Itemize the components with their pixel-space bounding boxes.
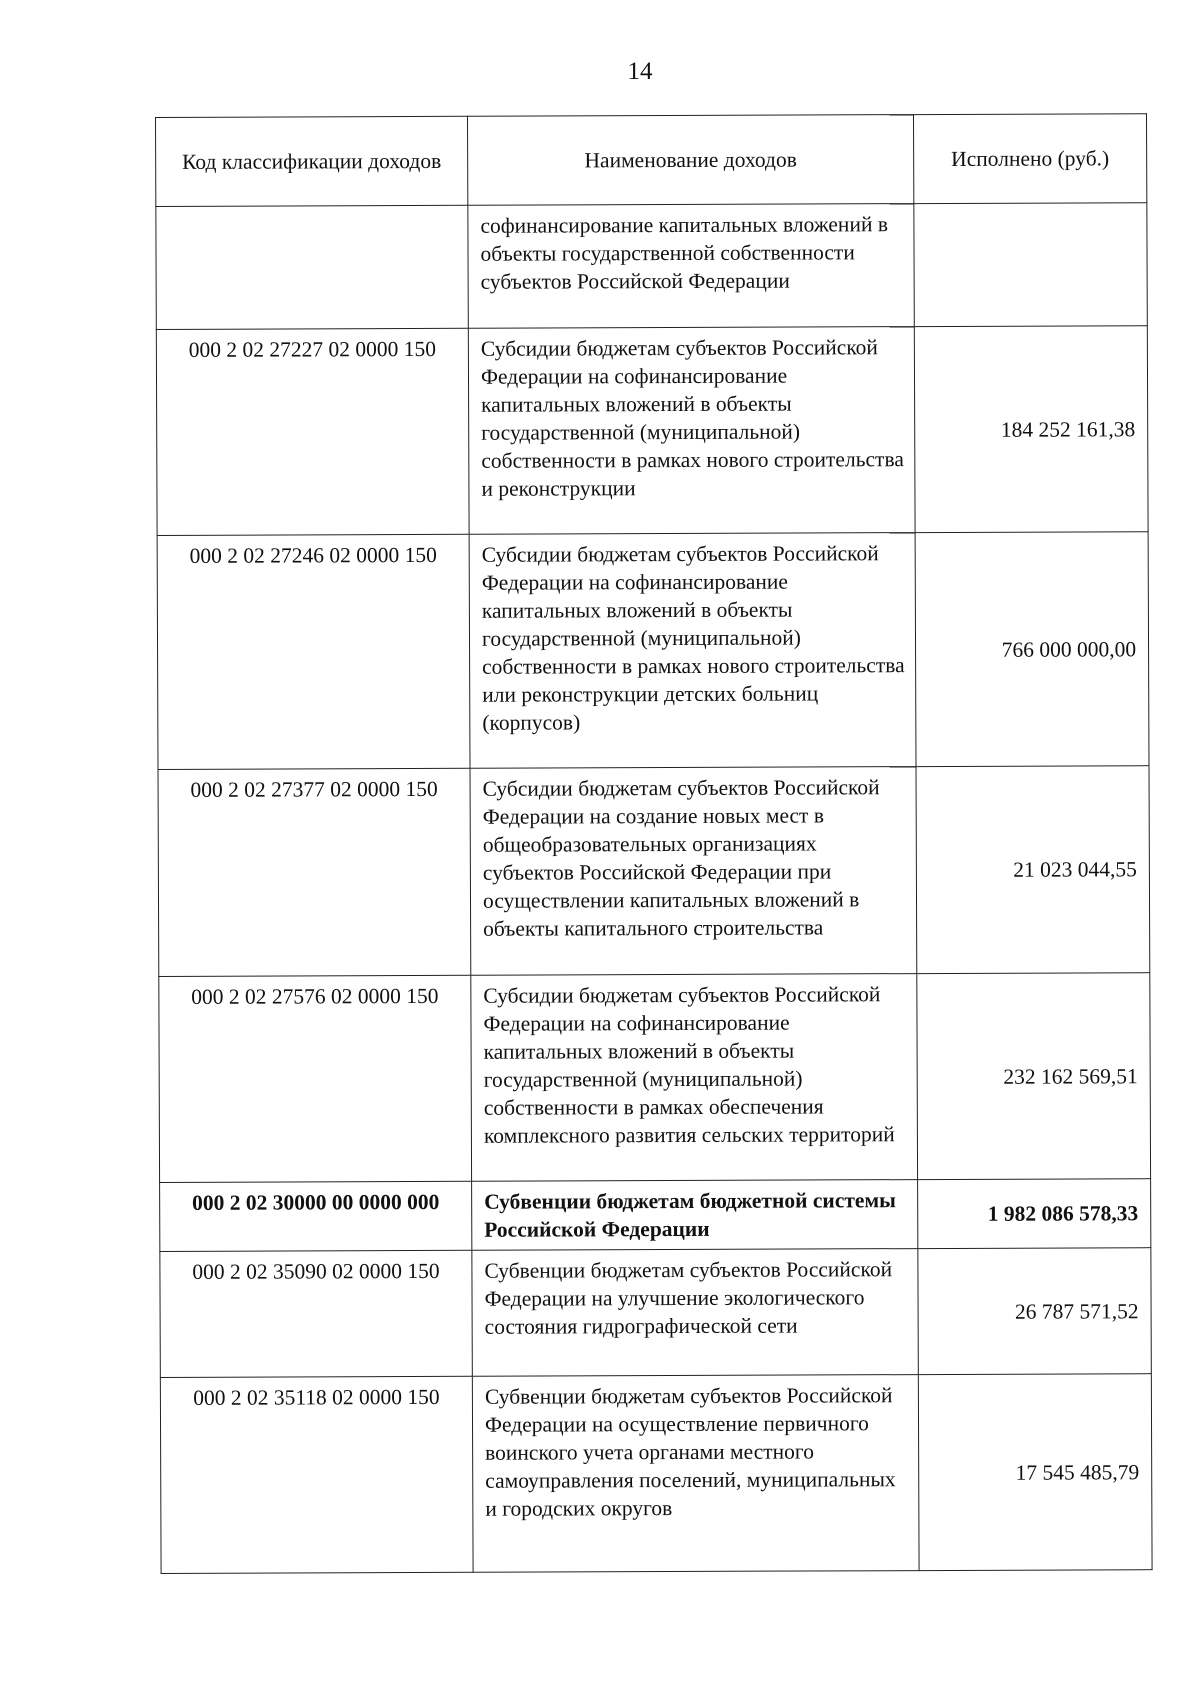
- row-amount: 766 000 000,00: [915, 532, 1149, 767]
- row-name: Субвенции бюджетам бюджетной системы Российской Федерации: [472, 1180, 918, 1251]
- row-amount: 1 982 086 578,33: [918, 1179, 1151, 1249]
- table-header-row: [156, 114, 1147, 207]
- revenue-table-container: [155, 113, 1153, 1574]
- row-name: Субвенции бюджетам субъектов Российской Федерации на осуществление первичного воинского учета органами местного самоуправления поселений, муниципальных и городских округов: [472, 1375, 919, 1573]
- table-row: [159, 973, 1151, 1183]
- row-code: 000 2 02 35118 02 0000 150: [160, 1376, 473, 1573]
- row-name: Субсидии бюджетам субъектов Российской Федерации на софинансирование капитальных вложений в объекты государственной (муниципальной) собственности в рамках нового строительства и реконструкции: [468, 327, 915, 535]
- table-row: [156, 326, 1148, 536]
- header-code: Код классификации доходов: [156, 116, 468, 206]
- table-row: [160, 1248, 1151, 1378]
- header-amount: Исполнено (руб.): [913, 114, 1146, 204]
- table-row: [157, 532, 1149, 770]
- row-name: Субсидии бюджетам субъектов Российской Федерации на софинансирование капитальных вложений в объекты государственной (муниципальной) собственности в рамках нового строительства или реконструкции детских больниц (корпусов): [469, 533, 916, 769]
- table-row: [156, 203, 1147, 330]
- row-code: 000 2 02 27227 02 0000 150: [156, 328, 469, 535]
- revenue-table: [155, 113, 1153, 1574]
- table-row: [158, 766, 1150, 977]
- table-row: [160, 1374, 1152, 1574]
- row-name: Субвенции бюджетам субъектов Российской Федерации на улучшение экологического состояния гидрографической сети: [472, 1249, 918, 1377]
- row-code: 000 2 02 30000 00 0000 000: [160, 1181, 472, 1251]
- row-amount: [914, 203, 1147, 327]
- row-amount: 184 252 161,38: [914, 326, 1148, 533]
- row-name: Субсидии бюджетам субъектов Российской Федерации на софинансирование капитальных вложений в объекты государственной (муниципальной) собственности в рамках обеспечения комплексного развития сельских территорий: [471, 974, 918, 1182]
- row-code: 000 2 02 27377 02 0000 150: [158, 768, 471, 976]
- row-name: Субсидии бюджетам субъектов Российской Федерации на создание новых мест в общеобразовательных организациях субъектов Российской Федерации при осуществлении капитальных вложений в объекты капитального строительства: [470, 767, 917, 976]
- header-name: Наименование доходов: [467, 115, 913, 206]
- row-amount: 232 162 569,51: [917, 973, 1151, 1180]
- row-code: 000 2 02 27576 02 0000 150: [159, 975, 472, 1182]
- row-amount: 26 787 571,52: [918, 1248, 1151, 1375]
- page-number: 14: [627, 58, 653, 85]
- row-name: софинансирование капитальных вложений в объекты государственной собственности субъектов Российской Федерации: [468, 204, 914, 329]
- row-code: 000 2 02 35090 02 0000 150: [160, 1250, 472, 1377]
- table-row-subtotal: [160, 1179, 1151, 1252]
- row-code: 000 2 02 27246 02 0000 150: [157, 534, 470, 769]
- row-code: [156, 205, 468, 329]
- row-amount: 21 023 044,55: [916, 766, 1150, 974]
- row-amount: 17 545 485,79: [918, 1374, 1152, 1571]
